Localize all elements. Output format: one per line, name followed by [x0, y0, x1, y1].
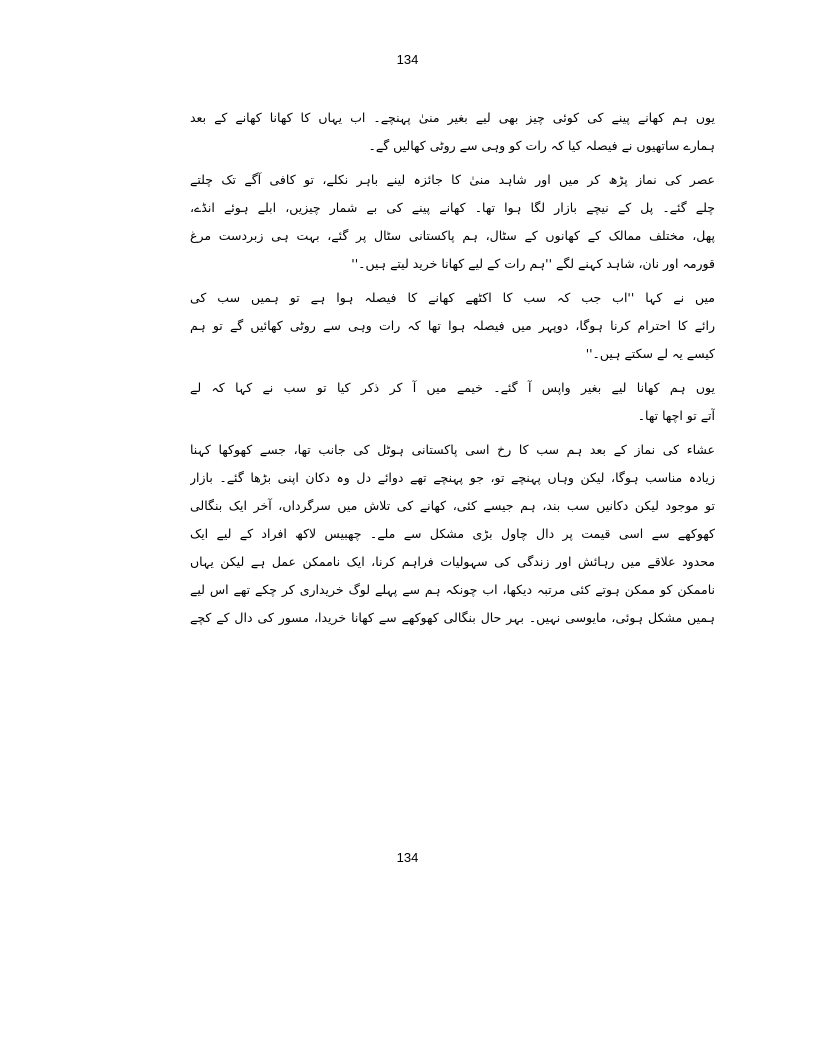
- text-line: میں نے کہا ''اب جب کہ سب کا اکٹھے کھانے کا فیصلہ ہوا ہے تو ہمیں سب کی: [190, 290, 715, 305]
- text-line: زیادہ مناسب ہوگا، لیکن وہاں پہنچے تو، جو پہنچے تھے دوائے دل وہ دکان اپنی بڑھا گئے۔ بازار: [190, 470, 715, 485]
- text-line: کھوکھے سے اسی قیمت پر دال چاول بڑی مشکل سے ملے۔ چھبیس لاکھ افراد کے لیے ایک: [190, 526, 715, 541]
- paragraph: [190, 374, 715, 430]
- text-line: ناممکن کو ممکن ہوتے کئی مرتبہ دیکھا، اب چونکہ ہم سے پہلے لوگ خریداری کر چکے تھے اس لیے: [190, 582, 715, 597]
- text-line: قورمہ اور نان، شاہد کہنے لگے ''ہم رات کے لیے کھانا خرید لیتے ہیں۔'': [351, 256, 715, 271]
- text-line: تو موجود لیکن دکانیں سب بند، ہم جیسے کئی، کھانے کی تلاش میں سرگرداں، آخر ایک بنگالی: [190, 498, 715, 513]
- text-line: عشاء کی نماز کے بعد ہم سب کا رخ اسی پاکستانی ہوٹل کی جانب تھا، جسے کھوکھا کہنا: [190, 442, 715, 457]
- paragraph: [190, 284, 715, 368]
- text-line: کیسے یہ لے سکتے ہیں۔'': [585, 346, 715, 361]
- text-line: محدود علاقے میں رہائش اور زندگی کی سہولیات فراہم کرنا، ایک ناممکن عمل ہے لیکن یہاں: [190, 554, 715, 569]
- text-line: پھل، مختلف ممالک کے کھانوں کے سٹال، ہم پاکستانی سٹال پر گئے، بہت ہی زبردست مرغ: [190, 228, 715, 243]
- text-line: یوں ہم کھانا لیے بغیر واپس آ گئے۔ خیمے میں آ کر ذکر کیا تو سب نے کہا کہ لے: [190, 380, 715, 395]
- text-line: آتے تو اچھا تھا۔: [637, 408, 715, 423]
- text-line: ہمارے ساتھیوں نے فیصلہ کیا کہ رات کو وہی سے روٹی کھالیں گے۔: [368, 138, 715, 153]
- text-line: ہمیں مشکل ہوئی، مایوسی نہیں۔ بہر حال بنگالی کھوکھے سے کھانا خریدا، مسور کی دال کے کچے: [190, 610, 715, 625]
- page-number-bottom: 134: [396, 850, 419, 865]
- paragraph: [190, 166, 715, 278]
- text-line: چلے گئے۔ پل کے نیچے بازار لگا ہوا تھا۔ کھانے پینے کی بے شمار چیزیں، ابلے ہوئے انڈے،: [190, 200, 715, 215]
- text-line: عصر کی نماز پڑھ کر میں اور شاہد منیٰ کا جائزہ لینے باہر نکلے، تو کافی آگے تک چلتے: [190, 172, 715, 187]
- page-number-top: 134: [396, 52, 419, 67]
- page-text: [190, 104, 715, 632]
- text-line: رائے کا احترام کرنا ہوگا، دوپہر میں فیصلہ ہوا تھا کہ رات وہی سے روٹی کھائیں گے تو ہم: [190, 318, 715, 333]
- paragraph: [190, 436, 715, 632]
- paragraph: [190, 104, 715, 160]
- text-line: یوں ہم کھانے پینے کی کوئی چیز بھی لیے بغیر منیٰ پہنچے۔ اب یہاں کا کھانا کھانے کے بعد: [190, 110, 715, 125]
